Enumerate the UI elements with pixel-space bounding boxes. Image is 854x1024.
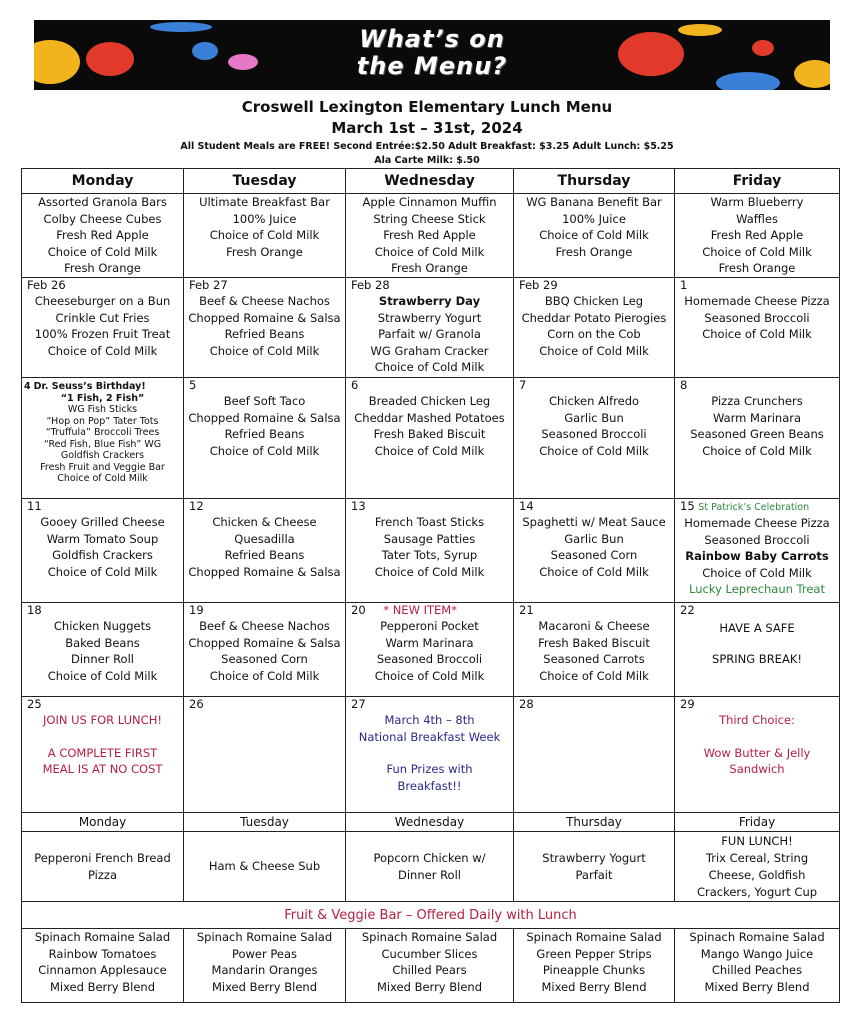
menu-item: Choice of Cold Milk <box>702 443 812 458</box>
fruit-bar-cell <box>514 929 675 1003</box>
menu-item: Cheddar Potato Pierogies <box>521 310 667 325</box>
fruit-bar-row <box>22 929 840 1003</box>
banner-title-line2: the Menu? <box>356 52 508 80</box>
menu-item: Choice of Cold Milk <box>539 228 649 242</box>
day-cell <box>346 278 514 378</box>
menu-item: Mixed Berry Blend <box>541 979 647 994</box>
date-number: 20 <box>351 603 366 617</box>
menu-item: Mixed Berry Blend <box>49 979 156 994</box>
day-cell <box>346 603 514 697</box>
menu-item: Tater Tots, Syrup <box>381 548 478 562</box>
third-choice-cell <box>184 832 346 902</box>
menu-item: Refried Beans <box>224 548 305 562</box>
menu-item: WG Banana Benefit Bar <box>526 195 662 209</box>
menu-item: Chilled Pears <box>392 963 467 977</box>
date-number: 7 <box>519 378 527 392</box>
menu-item: Crinkle Cut Fries <box>55 310 150 325</box>
menu-item: Fresh Red Apple <box>710 228 804 242</box>
breakfast-cell <box>184 194 346 278</box>
menu-item: Spinach Romaine Salad <box>34 930 171 944</box>
day-cell <box>675 499 840 603</box>
menu-item: Mixed Berry Blend <box>704 979 810 994</box>
menu-item: WG Fish Sticks <box>67 404 138 415</box>
menu-item: Dinner Roll <box>398 867 461 882</box>
celebration-note: St Patrick’s Celebration <box>698 502 810 513</box>
menu-item: Fresh Orange <box>555 244 633 259</box>
menu-item: Colby Cheese Cubes <box>43 211 162 226</box>
menu-item: Rainbow Tomatoes <box>48 946 157 961</box>
menu-item: Choice of Cold Milk <box>374 443 485 458</box>
menu-item: Pepperoni Pocket <box>380 619 479 633</box>
date-number: 25 <box>27 697 42 711</box>
day-cell <box>675 378 840 499</box>
day-subheader: Monday <box>22 813 184 832</box>
menu-item: Sandwich <box>729 762 785 776</box>
day-cell <box>22 378 184 499</box>
menu-item: Fresh Fruit and Veggie Bar <box>40 461 165 473</box>
day-subheader: Friday <box>675 813 840 832</box>
date-number: 22 <box>680 603 695 617</box>
menu-item: Ham & Cheese Sub <box>208 859 321 873</box>
menu-item: Warm Marinara <box>385 635 474 650</box>
menu-item: Quesadilla <box>234 531 295 546</box>
menu-item: Chilled Peaches <box>711 963 803 977</box>
menu-item: Parfait <box>575 867 613 882</box>
date-number: 27 <box>351 697 366 711</box>
week-row <box>22 499 840 603</box>
menu-item: Chopped Romaine & Salsa <box>188 410 341 425</box>
menu-item: Spaghetti w/ Meat Sauce <box>522 515 666 529</box>
date-number: Feb 28 <box>351 278 390 292</box>
day-cell <box>514 378 675 499</box>
menu-item: Choice of Cold Milk <box>702 565 812 580</box>
menu-item: Choice of Cold Milk <box>539 343 649 358</box>
menu-item: Crackers, Yogurt Cup <box>696 884 818 899</box>
menu-item: Seasoned Broccoli <box>704 532 810 547</box>
day-header-row <box>22 169 840 194</box>
menu-item: Assorted Granola Bars <box>38 195 167 209</box>
date-number: 5 <box>189 378 197 392</box>
menu-item: Trix Cereal, String <box>705 850 809 865</box>
date-number: 21 <box>519 603 534 617</box>
menu-item: National Breakfast Week <box>358 729 501 744</box>
price-line: All Student Meals are FREE! Second Entrée:$2.50 Adult Breakfast: $3.25 Adult Lunch: $5.25 <box>180 141 674 152</box>
menu-item: Seasoned Broccoli <box>704 310 810 325</box>
menu-item: Mixed Berry Blend <box>376 979 483 994</box>
menu-item: Spinach Romaine Salad <box>526 930 662 944</box>
menu-item: Waffles <box>736 211 778 226</box>
menu-item: Garlic Bun <box>564 531 624 546</box>
menu-item: Choice of Cold Milk <box>374 668 485 683</box>
fruit-bar-cell <box>675 929 840 1003</box>
menu-item: Fresh Red Apple <box>383 228 476 242</box>
day-cell <box>184 603 346 697</box>
date-number: Feb 29 <box>519 278 558 292</box>
menu-item: Fresh Orange <box>226 244 303 259</box>
menu-item: Seasoned Broccoli <box>376 652 483 666</box>
fruit-bar-cell <box>22 929 184 1003</box>
menu-item: Warm Blueberry <box>710 195 804 209</box>
menu-item: Green Pepper Strips <box>536 946 652 961</box>
menu-item: Gooey Grilled Cheese <box>40 515 165 529</box>
menu-item: “1 Fish, 2 Fish” <box>60 392 145 404</box>
menu-item: Choice of Cold Milk <box>374 244 485 259</box>
spring-break-line2: SPRING BREAK! <box>712 651 802 666</box>
day-subheader: Tuesday <box>184 813 346 832</box>
menu-item: Goldfish Crackers <box>60 450 145 461</box>
menu-item: JOIN US FOR LUNCH! <box>43 713 162 727</box>
menu-item: Fresh Orange <box>718 261 796 275</box>
menu-item: Fresh Baked Biscuit <box>538 635 650 650</box>
menu-item: Refried Beans <box>224 327 305 341</box>
fruit-bar-cell <box>346 929 514 1003</box>
menu-item: Fun Prizes with <box>386 762 473 776</box>
day-subheader: Thursday <box>514 813 675 832</box>
menu-item: A COMPLETE FIRST <box>47 745 158 760</box>
menu-item: Seasoned Corn <box>550 548 638 562</box>
menu-item: Homemade Cheese Pizza <box>684 294 830 308</box>
menu-item: Spinach Romaine Salad <box>196 930 333 944</box>
date-number: 19 <box>189 603 204 617</box>
third-choice-cell <box>675 832 840 902</box>
date-number: 13 <box>351 499 366 513</box>
menu-item: Cinnamon Applesauce <box>38 963 167 977</box>
date-number: 1 <box>680 278 688 292</box>
menu-item: Choice of Cold Milk <box>702 244 812 259</box>
menu-item: Choice of Cold Milk <box>47 343 158 358</box>
breakfast-cell <box>22 194 184 278</box>
date-number: Feb 27 <box>189 278 228 292</box>
menu-item: FUN LUNCH! <box>721 833 793 848</box>
date-number: 15 <box>680 499 695 513</box>
date-number: Feb 26 <box>27 278 66 292</box>
menu-item: Mango Wango Juice <box>700 946 814 961</box>
third-choice-cell <box>22 832 184 902</box>
menu-item: Mandarin Oranges <box>211 963 318 977</box>
menu-item: 100% Juice <box>562 211 626 226</box>
breakfast-cell <box>514 194 675 278</box>
date-number: 29 <box>680 697 695 711</box>
menu-item: Mixed Berry Blend <box>211 979 318 994</box>
date-number: 6 <box>351 378 359 392</box>
menu-item: “Truffula” Broccoli Trees <box>45 427 160 438</box>
breakfast-cell <box>346 194 514 278</box>
day-cell <box>346 378 514 499</box>
menu-item: Choice of Cold Milk <box>57 473 148 484</box>
menu-item: Choice of Cold Milk <box>539 668 649 683</box>
day-cell <box>22 697 184 813</box>
menu-item: Choice of Cold Milk <box>47 564 158 579</box>
menu-item: Goldfish Crackers <box>52 548 153 562</box>
date-number: 14 <box>519 499 534 513</box>
menu-item: Macaroni & Cheese <box>538 619 650 633</box>
day-cell <box>514 278 675 378</box>
day-cell <box>184 378 346 499</box>
menu-item: Choice of Cold Milk <box>209 668 320 683</box>
menu-item: Pineapple Chunks <box>542 963 646 977</box>
menu-item: Rainbow Baby Carrots <box>685 549 829 563</box>
week-row <box>22 278 840 378</box>
menu-item: Pizza <box>88 867 117 882</box>
milk-price: Ala Carte Milk: $.50 <box>374 155 480 166</box>
menu-item: Spinach Romaine Salad <box>689 930 825 944</box>
menu-item: Fresh Orange <box>391 261 468 275</box>
day-cell <box>22 278 184 378</box>
menu-item: String Cheese Stick <box>373 211 486 226</box>
menu-item: Garlic Bun <box>564 410 624 425</box>
day-cell <box>675 697 840 813</box>
menu-dates: March 1st – 31st, 2024 <box>331 119 523 137</box>
menu-item: Beef & Cheese Nachos <box>199 619 330 633</box>
menu-item: Ultimate Breakfast Bar <box>199 195 330 209</box>
banner-title-line1: What’s on <box>359 25 505 53</box>
menu-item: Corn on the Cob <box>547 327 641 341</box>
menu-item: Strawberry Yogurt <box>542 850 646 865</box>
menu-item: Cucumber Slices <box>381 946 478 961</box>
date-number: 28 <box>519 697 534 711</box>
day-cell <box>514 603 675 697</box>
menu-item: Warm Marinara <box>712 410 802 425</box>
fruit-bar-title-row <box>22 902 840 929</box>
spring-break-line1: HAVE A SAFE <box>719 621 795 635</box>
menu-item: Cheese, Goldfish <box>708 867 806 882</box>
menu-item: Choice of Cold Milk <box>209 443 320 458</box>
menu-item: Third Choice: <box>719 713 795 727</box>
date-number: 11 <box>27 499 42 513</box>
new-item-note: * NEW ITEM* <box>383 603 457 617</box>
menu-item: Choice of Cold Milk <box>539 443 649 458</box>
menu-item: WG Graham Cracker <box>370 343 489 358</box>
day-cell <box>514 499 675 603</box>
menu-item: 100% Juice <box>232 211 297 226</box>
menu-item: Lucky Leprechaun Treat <box>689 582 825 596</box>
day-header: Friday <box>675 169 840 194</box>
menu-item: Seasoned Broccoli <box>541 427 647 441</box>
menu-item: French Toast Sticks <box>374 515 485 529</box>
breakfast-cell <box>675 194 840 278</box>
day-header: Tuesday <box>184 169 346 194</box>
day-cell <box>675 278 840 378</box>
menu-item: Homemade Cheese Pizza <box>684 516 830 530</box>
day-cell <box>22 499 184 603</box>
menu-item: Baked Beans <box>65 635 140 650</box>
menu-item: Power Peas <box>231 946 298 961</box>
day-header: Wednesday <box>346 169 514 194</box>
week-row <box>22 697 840 813</box>
menu-item: Cheeseburger on a Bun <box>34 294 171 308</box>
school-name: Croswell Lexington Elementary Lunch Menu <box>241 98 613 116</box>
fruit-bar-title: Fruit & Veggie Bar – Offered Daily with Lunch <box>22 902 840 929</box>
menu-item: Strawberry Yogurt <box>377 310 482 325</box>
menu-item: Parfait w/ Granola <box>378 327 481 341</box>
menu-item: Apple Cinnamon Muffin <box>362 195 497 209</box>
menu-item: Fresh Baked Biscuit <box>373 427 486 441</box>
menu-item: Chicken & Cheese <box>212 515 317 529</box>
menu-item: “Red Fish, Blue Fish” WG <box>43 438 162 450</box>
day-header: Monday <box>22 169 184 194</box>
menu-item: Chicken Alfredo <box>548 394 640 408</box>
menu-item: Chopped Romaine & Salsa <box>188 635 341 650</box>
day-cell <box>514 697 675 813</box>
week-row <box>22 603 840 697</box>
menu-item: Beef & Cheese Nachos <box>199 294 330 308</box>
third-choice-cell <box>346 832 514 902</box>
menu-item: Choice of Cold Milk <box>209 228 320 242</box>
menu-item: Chopped Romaine & Salsa <box>188 564 341 579</box>
menu-item: Refried Beans <box>224 427 305 441</box>
date-number: 4 <box>24 381 31 392</box>
menu-item: 100% Frozen Fruit Treat <box>34 327 171 341</box>
menu-item: Choice of Cold Milk <box>539 564 649 579</box>
menu-item: Breakfast!! <box>397 778 462 793</box>
third-choice-header-row <box>22 813 840 832</box>
third-choice-row <box>22 832 840 902</box>
menu-item: BBQ Chicken Leg <box>544 294 644 308</box>
menu-item: Choice of Cold Milk <box>209 343 320 358</box>
week-row <box>22 378 840 499</box>
menu-item: Chicken Nuggets <box>53 619 152 633</box>
day-cell <box>184 499 346 603</box>
menu-item: Beef Soft Taco <box>223 394 306 408</box>
day-cell <box>184 697 346 813</box>
menu-item: Strawberry Day <box>378 294 481 308</box>
menu-item: “Hop on Pop” Tater Tots <box>46 415 159 427</box>
day-cell <box>22 603 184 697</box>
date-number: 8 <box>680 378 688 392</box>
menu-item: Pizza Crunchers <box>711 394 803 408</box>
day-subheader: Wednesday <box>346 813 514 832</box>
menu-item: Fresh Red Apple <box>56 228 149 242</box>
menu-item: Cheddar Mashed Potatoes <box>354 410 505 425</box>
menu-item: Seasoned Green Beans <box>690 427 824 441</box>
menu-item: Popcorn Chicken w/ <box>373 850 486 865</box>
date-number: 26 <box>189 697 204 711</box>
menu-banner <box>34 20 830 90</box>
fruit-bar-cell <box>184 929 346 1003</box>
menu-item: Dinner Roll <box>71 652 134 666</box>
menu-item: Choice of Cold Milk <box>47 668 158 683</box>
menu-item: Wow Butter & Jelly <box>703 745 811 760</box>
menu-item: Seasoned Carrots <box>543 652 645 666</box>
menu-item: Breaded Chicken Leg <box>368 394 491 408</box>
menu-item: Choice of Cold Milk <box>702 327 812 341</box>
menu-item: Fresh Orange <box>64 261 141 275</box>
day-cell <box>346 697 514 813</box>
menu-item: MEAL IS AT NO COST <box>42 762 163 776</box>
third-choice-cell <box>514 832 675 902</box>
date-number: 18 <box>27 603 42 617</box>
menu-item: Sausage Patties <box>383 531 476 546</box>
menu-item: Choice of Cold Milk <box>374 360 485 374</box>
menu-item: Warm Tomato Soup <box>46 531 159 546</box>
date-number: 12 <box>189 499 204 513</box>
menu-item: Choice of Cold Milk <box>47 244 158 259</box>
day-cell <box>184 278 346 378</box>
menu-item: Seasoned Corn <box>221 652 308 666</box>
menu-item: Spinach Romaine Salad <box>361 930 498 944</box>
menu-item: Dr. Seuss’s Birthday! <box>33 381 146 392</box>
banner-title <box>34 26 830 80</box>
menu-item: Choice of Cold Milk <box>374 564 485 579</box>
menu-item: March 4th – 8th <box>384 713 475 727</box>
menu-item: Pepperoni French Bread <box>34 850 171 865</box>
day-cell <box>675 603 840 697</box>
day-cell <box>346 499 514 603</box>
day-header: Thursday <box>514 169 675 194</box>
menu-item: Chopped Romaine & Salsa <box>188 310 341 325</box>
menu-calendar <box>21 168 840 1003</box>
breakfast-row <box>22 194 840 278</box>
